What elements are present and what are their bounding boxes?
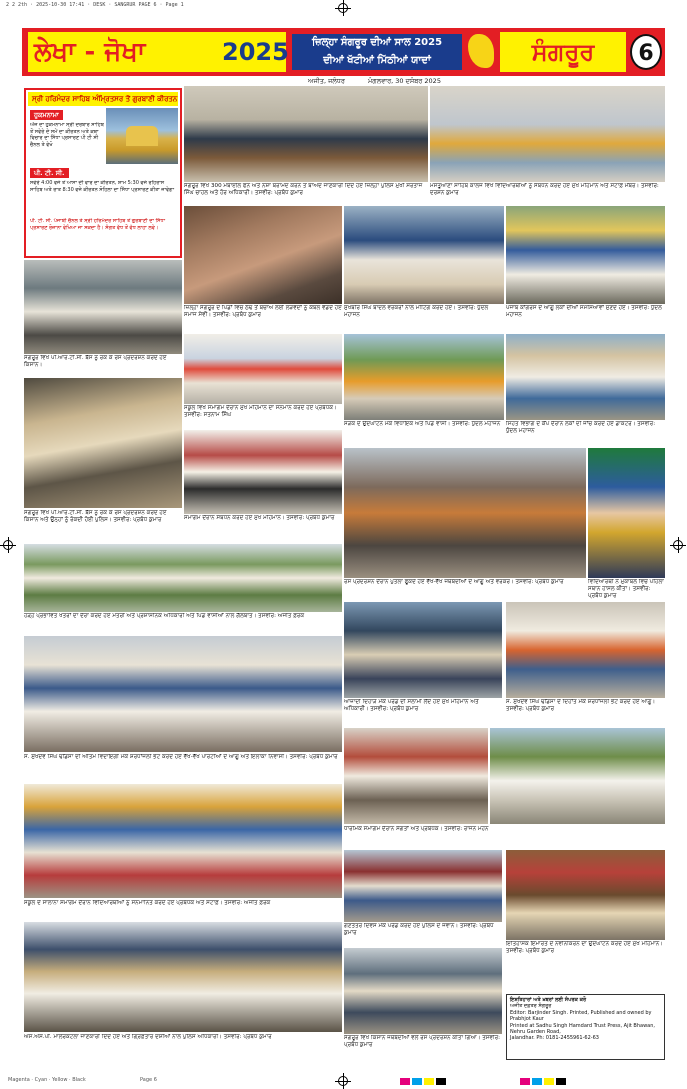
- photo-bus-protest: [24, 260, 182, 354]
- photo-dhindsa-funeral: [24, 636, 342, 752]
- contact-line-1: ਇਸ਼ਤਿਹਾਰਾਂ ਅਤੇ ਖ਼ਬਰਾਂ ਲਈ ਸੰਪਰਕ ਕਰੋ: [510, 997, 587, 1003]
- dateline: [22, 76, 665, 86]
- registration-mark-top: [338, 3, 348, 13]
- photo-health-camp: [506, 334, 665, 420]
- caption-12: ਸੰਗਰੂਰ ਵਿਖੇ ਪੀ.ਆਰ.ਟੀ.ਸੀ. ਬੱਸ ਨੂੰ ਰੋਕ ਕੇ ਰੋਸ ਪ੍ਰਦਰਸ਼ਨ ਕਰਦੇ ਹੋਏ ਕਿਸਾਨ ਅਤੇ ਉਨ੍ਹਾਂ ਨੂੰ ਰੋਕਦੀ ਹੋਈ ਪੁਲਿਸ। ਤਸਵੀਰ: ਪ੍ਰਬੰਧ ਕੁਮਾਰ: [24, 510, 167, 523]
- punjab-map-icon: [468, 34, 494, 68]
- photo-party-meeting: [344, 206, 504, 304]
- caption-18: ਸ. ਸੁਖਦੇਵ ਸਿੰਘ ਢੀਂਡਸਾ ਦੇ ਦਿਹਾਂਤ ਮੌਕੇ ਸ਼ਰਧਾਂਜਲੀ ਭੇਟ ਕਰਦੇ ਹੋਏ ਆਗੂ। ਤਸਵੀਰ: ਪ੍ਰਬੰਧ ਕੁਮਾਰ: [506, 699, 656, 712]
- caption-14: ਰੋਸ ਪ੍ਰਦਰਸ਼ਨ ਦੌਰਾਨ ਪੁਤਲਾ ਫੂਕਦੇ ਹੋਏ ਵੱਖ-ਵੱਖ ਜਥੇਬੰਦੀਆਂ ਦੇ ਆਗੂ ਅਤੇ ਵਰਕਰ। ਤਸਵੀਰ: ਪ੍ਰਬੰਧ ਕੁਮਾਰ: [344, 579, 564, 585]
- photo-congress-leaders: [506, 206, 665, 304]
- caption-4: ਸੁਖਬੀਰ ਸਿੰਘ ਬਾਦਲ ਵਰਕਰਾਂ ਨਾਲ ਮੀਟਿੰਗ ਕਰਦੇ ਹੋਏ। ਤਸਵੀਰ: ਧੁੰਦਲ ਮਹਾਜਨ: [344, 305, 489, 318]
- photo-road-inauguration: [344, 334, 504, 420]
- print-registration-bar: 2 2 2th · 2025-10-30 17:41 · DESK · SANGRUR PAGE 6 · Page 1: [6, 2, 184, 8]
- city-name: ਸੰਗਰੂਰ: [500, 32, 626, 72]
- photo-flood-visit: [24, 544, 342, 612]
- caption-23: ਗਣਤੰਤਰ ਦਿਵਸ ਮੌਕੇ ਪਰੇਡ ਕਰਦੇ ਹੋਏ ਪੁਲਿਸ ਦੇ ਜਵਾਨ। ਤਸਵੀਰ: ਪ੍ਰਬੰਧ ਕੁਮਾਰ: [344, 923, 494, 936]
- hukamnama-text: ਅੱਜ ਦਾ ਹੁਕਮਨਾਮਾ ਸ੍ਰੀ ਦਰਬਾਰ ਸਾਹਿਬ ਤੋਂ ਸਵੇਰੇ ਦੇ ਸਮੇਂ ਦਾ ਕੀਰਤਨ ਅਤੇ ਕਥਾ ਵਿਚਾਰ ਦਾ ਸਿੱਧਾ ਪ੍ਰਸਾਰਣ ਪੀ ਟੀ ਸੀ ਚੈਨਲ ਤੇ ਵੇਖੋ: [30, 122, 104, 148]
- photo-dhindsa-tribute: [506, 602, 665, 698]
- caption-2: ਮਸਤੂਆਣਾ ਸਾਹਿਬ ਕਾਲਜ ਵਿਖੇ ਵਿਦਿਆਰਥੀਆਂ ਨੂੰ ਸੰਬੋਧਨ ਕਰਦੇ ਹੋਏ ਮੁੱਖ ਮਹਿਮਾਨ ਅਤੇ ਸਟਾਫ਼ ਮੈਂਬਰ। ਤਸਵੀਰ: ਦਰਸ਼ਨ ਕੁਮਾਰ: [430, 183, 659, 196]
- caption-5: ਪੰਜਾਬ ਕਾਂਗਰਸ ਦੇ ਆਗੂ ਲੋਕਾਂ ਦੀਆਂ ਸਮੱਸਿਆਵਾਂ ਸੁਣਦੇ ਹੋਏ। ਤਸਵੀਰ: ਧੁੰਦਲ ਮਹਾਜਨ: [506, 305, 662, 318]
- photo-school-function: [24, 784, 342, 898]
- contact-line-2: ਅਜੀਤ ਦਫ਼ਤਰ ਸੰਗਰੂਰ: [510, 1003, 552, 1010]
- subtitle-line-1: ਜ਼ਿਲ੍ਹਾ ਸੰਗਰੂਰ ਦੀਆਂ ਸਾਲ 2025: [311, 37, 443, 48]
- cyan-swatch-2: [532, 1078, 542, 1085]
- caption-16: ਹੜ੍ਹ ਪ੍ਰਭਾਵਿਤ ਖੇਤਰਾਂ ਦਾ ਦੌਰਾ ਕਰਦੇ ਹੋਏ ਮੰਤਰੀ ਅਤੇ ਪ੍ਰਸ਼ਾਸਨਿਕ ਅਧਿਕਾਰੀ ਅਤੇ ਪਿੰਡ ਵਾਸੀਆਂ ਨਾਲ ਗੱਲਬਾਤ। ਤਸਵੀਰ: ਅਜੀਤ ਫ਼ਰਕ: [24, 613, 305, 619]
- photo-college-event: [430, 86, 665, 182]
- caption-20: ਧਾਰਮਿਕ ਸਮਾਗਮ ਦੌਰਾਨ ਸੰਗਤਾਂ ਅਤੇ ਪ੍ਰਬੰਧਕ। ਤਸਵੀਰ: ਰਾਜਨ ਮੋਹਨ: [344, 826, 489, 832]
- photo-farmer-protest: [344, 948, 502, 1034]
- subtitle-line-2: ਦੀਆਂ ਖੱਟੀਆਂ ਮਿੱਠੀਆਂ ਯਾਦਾਂ: [323, 55, 431, 66]
- photo-religious-event: [344, 728, 488, 824]
- photo-heritage-building: [506, 850, 665, 940]
- photo-police-scuffle: [24, 378, 182, 508]
- caption-17: ਆਜ਼ਾਦੀ ਦਿਹਾੜੇ ਮੌਕੇ ਪਰੇਡ ਦੀ ਸਲਾਮੀ ਲੈਂਦੇ ਹੋਏ ਮੁੱਖ ਮਹਿਮਾਨ ਅਤੇ ਅਧਿਕਾਰੀ। ਤਸਵੀਰ: ਪ੍ਰਬੰਧ ਕੁਮਾਰ: [344, 699, 479, 712]
- photo-police-press: [184, 86, 428, 182]
- photo-eid-prayers: [490, 728, 665, 824]
- yellow-swatch-2: [544, 1078, 554, 1085]
- caption-19: ਸ. ਸੁਖਦੇਵ ਸਿੰਘ ਢੀਂਡਸਾ ਦੀ ਅੰਤਿਮ ਵਿਦਾਇਗੀ ਮੌਕੇ ਸ਼ਰਧਾਂਜਲੀ ਭੇਟ ਕਰਦੇ ਹੋਏ ਵੱਖ-ਵੱਖ ਪਾਰਟੀਆਂ ਦੇ ਆਗੂ ਅਤੇ ਇਲਾਕਾ ਨਿਵਾਸੀ। ਤਸਵੀਰ: ਪ੍ਰਬੰਧ ਕੁਮਾਰ: [24, 754, 338, 760]
- registration-mark-left: [3, 540, 13, 550]
- contact-line-5: Jalandhar. Ph: 0181-2455961-62-63: [510, 1035, 599, 1042]
- print-footer: [0, 1074, 687, 1089]
- gurbani-box: [24, 88, 182, 258]
- masthead: [22, 28, 665, 76]
- ptc-text: ਸਵੇਰੇ 4:00 ਵਜੇ ਤੋਂ ਆਸਾ ਦੀ ਵਾਰ ਦਾ ਕੀਰਤਨ, ਸ਼ਾਮ 5:30 ਵਜੇ ਰਹਿਰਾਸ ਸਾਹਿਬ ਅਤੇ ਰਾਤ 8:30 ਵਜੇ ਕੀਰਤਨ ਸੋਹਿਲਾ ਦਾ ਸਿੱਧਾ ਪ੍ਰਸਾਰਣ ਕੀਤਾ ਜਾਵੇਗਾ: [30, 180, 175, 193]
- caption-9: ਸਕੂਲ ਵਿਖੇ ਸਮਾਗਮ ਦੌਰਾਨ ਮੁੱਖ ਮਹਿਮਾਨ ਦਾ ਸਨਮਾਨ ਕਰਦੇ ਹੋਏ ਪ੍ਰਬੰਧਕ। ਤਸਵੀਰ: ਸਤਨਾਮ ਸਿੰਘ: [184, 405, 337, 418]
- yellow-swatch: [424, 1078, 434, 1085]
- magenta-swatch-2: [520, 1078, 530, 1085]
- contact-box: [506, 994, 665, 1060]
- golden-temple-image: [106, 108, 178, 164]
- caption-10: ਸੜਕ ਦੇ ਉਦਘਾਟਨ ਮੌਕੇ ਵਿਧਾਇਕ ਅਤੇ ਪਿੰਡ ਵਾਸੀ। ਤਸਵੀਰ: ਧੁੰਦਲ ਮਹਾਜਨ: [344, 421, 501, 427]
- black-swatch-2: [556, 1078, 566, 1085]
- registration-mark-right: [673, 540, 683, 550]
- caption-1: ਸੰਗਰੂਰ ਵਿਖੇ 300 ਮੋਬਾਈਲ ਫੋਨ ਅਤੇ ਨਸ਼ਾ ਬਰਾਮਦ ਕਰਨ ਤੋਂ ਬਾਅਦ ਜਾਣਕਾਰੀ ਦਿੰਦੇ ਹੋਏ ਜ਼ਿਲ੍ਹਾ ਪੁਲਿਸ ਮੁਖੀ ਸਰਤਾਜ ਸਿੰਘ ਚਾਹਲ ਅਤੇ ਹੋਰ ਅਧਿਕਾਰੀ। ਤਸਵੀਰ: ਪ੍ਰਬੰਧ ਕੁਮਾਰ: [184, 183, 423, 196]
- photo-student-medal: [588, 448, 665, 578]
- black-swatch: [436, 1078, 446, 1085]
- ptc-tag: ਪੀ. ਟੀ. ਸੀ.: [30, 168, 69, 178]
- masthead-year: 2025: [222, 38, 289, 66]
- caption-24: ਇਤਿਹਾਸਕ ਇਮਾਰਤ ਦੇ ਨਵੀਨੀਕਰਨ ਦਾ ਉਦਘਾਟਨ ਕਰਦੇ ਹੋਏ ਮੁੱਖ ਮਹਿਮਾਨ। ਤਸਵੀਰ: ਪ੍ਰਬੰਧ ਕੁਮਾਰ: [506, 941, 664, 954]
- magenta-swatch: [400, 1078, 410, 1085]
- photo-effigy-protest: [344, 448, 586, 578]
- footer-right: Page 6: [140, 1077, 157, 1083]
- caption-13: ਸਮਾਗਮ ਦੌਰਾਨ ਸੰਬੋਧਨ ਕਰਦੇ ਹੋਏ ਮੁੱਖ ਮਹਿਮਾਨ। ਤਸਵੀਰ: ਪ੍ਰਬੰਧ ਕੁਮਾਰ: [184, 515, 335, 521]
- footer-left: Magenta · Cyan · Yellow · Black: [8, 1077, 86, 1083]
- page-number: 6: [630, 34, 662, 70]
- edition-label: ਅਜੀਤ, ਜਲੰਧਰ: [308, 77, 345, 85]
- photo-speech-event: [184, 430, 342, 514]
- date-label: ਮੰਗਲਵਾਰ, 30 ਦਸੰਬਰ 2025: [368, 77, 441, 85]
- photo-independence-day: [344, 602, 502, 698]
- caption-6: ਸੰਗਰੂਰ ਵਿਖੇ ਪੀ.ਆਰ.ਟੀ.ਸੀ. ਬੱਸ ਨੂੰ ਰੋਕ ਕੇ ਰੋਸ ਪ੍ਰਦਰਸ਼ਨ ਕਰਦੇ ਹੋਏ ਕਿਸਾਨ।: [24, 355, 167, 368]
- caption-3: ਜ਼ਿਲ੍ਹਾ ਸੰਗਰੂਰ ਦੇ ਪਿੰਡਾਂ ਵਿਚ ਠੰਢ ਤੋਂ ਬਚਾਅ ਲਈ ਲੋੜਵੰਦਾਂ ਨੂੰ ਕੰਬਲ ਵੰਡਦੇ ਹੋਏ ਸਮਾਜ ਸੇਵੀ। ਤਸਵੀਰ: ਪ੍ਰਬੰਧ ਕੁਮਾਰ: [184, 305, 342, 318]
- hukamnama-tag: ਹੁਕਮਨਾਮਾ: [30, 110, 63, 120]
- photo-blanket-distribution: [184, 206, 342, 304]
- masthead-title: ਲੇਖਾ - ਜੋਖਾ: [28, 32, 286, 72]
- ptc-note: ਪੀ. ਟੀ. ਸੀ. ਪੰਜਾਬੀ ਚੈਨਲ ਤੇ ਸ੍ਰੀ ਹਰਿਮੰਦਰ ਸਾਹਿਬ ਤੋਂ ਗੁਰਬਾਣੀ ਦਾ ਸਿੱਧਾ ਪ੍ਰਸਾਰਣ ਰੋਜ਼ਾਨਾ ਵੇਖਿਆ ਜਾ ਸਕਦਾ ਹੈ। ਸੰਗਤ ਵੱਧ ਤੋਂ ਵੱਧ ਲਾਹਾ ਲਵੇ।: [30, 218, 166, 231]
- caption-26: ਸੰਗਰੂਰ ਵਿਖੇ ਕਿਸਾਨ ਜਥੇਬੰਦੀਆਂ ਵਲੋਂ ਰੋਸ ਪ੍ਰਦਰਸ਼ਨ ਕੀਤਾ ਗਿਆ। ਤਸਵੀਰ: ਪ੍ਰਬੰਧ ਕੁਮਾਰ: [344, 1035, 501, 1048]
- masthead-subtitle: [292, 34, 462, 70]
- photo-ssp-press: [24, 922, 342, 1032]
- photo-republic-parade: [344, 850, 502, 922]
- gurbani-heading: ਸ੍ਰੀ ਹਰਿਮੰਦਰ ਸਾਹਿਬ ਅੰਮ੍ਰਿਤਸਰ ਤੋਂ ਗੁਰਬਾਣੀ ਕੀਰਤਨ: [28, 92, 178, 106]
- contact-line-4: Printed at Sadhu Singh Hamdard Trust Press, Ajit Bhawan, Nehru Garden Road,: [510, 1022, 655, 1036]
- newspaper-page: [22, 28, 665, 1064]
- caption-11: ਸਿਹਤ ਵਿਭਾਗ ਦੇ ਕੈਂਪ ਦੌਰਾਨ ਲੋਕਾਂ ਦੀ ਜਾਂਚ ਕਰਦੇ ਹੋਏ ਡਾਕਟਰ। ਤਸਵੀਰ: ਧੁੰਦਲ ਮਹਾਜਨ: [506, 421, 656, 434]
- cyan-swatch: [412, 1078, 422, 1085]
- caption-25: ਐਸ.ਐਸ.ਪੀ. ਮਾਲੇਰਕੋਟਲਾ ਜਾਣਕਾਰੀ ਦਿੰਦੇ ਹੋਏ ਅਤੇ ਗ੍ਰਿਫ਼ਤਾਰ ਦੋਸ਼ੀਆਂ ਨਾਲ ਪੁਲਿਸ ਅਧਿਕਾਰੀ। ਤਸਵੀਰ: ਪ੍ਰਬੰਧ ਕੁਮਾਰ: [24, 1034, 272, 1040]
- caption-22: ਸਕੂਲ ਦੇ ਸਾਲਾਨਾ ਸਮਾਗਮ ਦੌਰਾਨ ਵਿਦਿਆਰਥੀਆਂ ਨੂੰ ਸਨਮਾਨਿਤ ਕਰਦੇ ਹੋਏ ਪ੍ਰਬੰਧਕ ਅਤੇ ਸਟਾਫ਼। ਤਸਵੀਰ: ਅਜੀਤ ਫ਼ਰਕ: [24, 900, 271, 906]
- contact-line-3: Editor: Barjinder Singh. Printed, Published and owned by Prabhjot Kaur: [510, 1009, 652, 1023]
- photo-school-honour: [184, 334, 342, 404]
- caption-15: ਵਿਦਿਆਰਥੀ ਨੇ ਮੁਕਾਬਲੇ ਵਿਚ ਪਹਿਲਾ ਸਥਾਨ ਹਾਸਲ ਕੀਤਾ। ਤਸਵੀਰ: ਪ੍ਰਬੰਧ ਕੁਮਾਰ: [588, 579, 664, 599]
